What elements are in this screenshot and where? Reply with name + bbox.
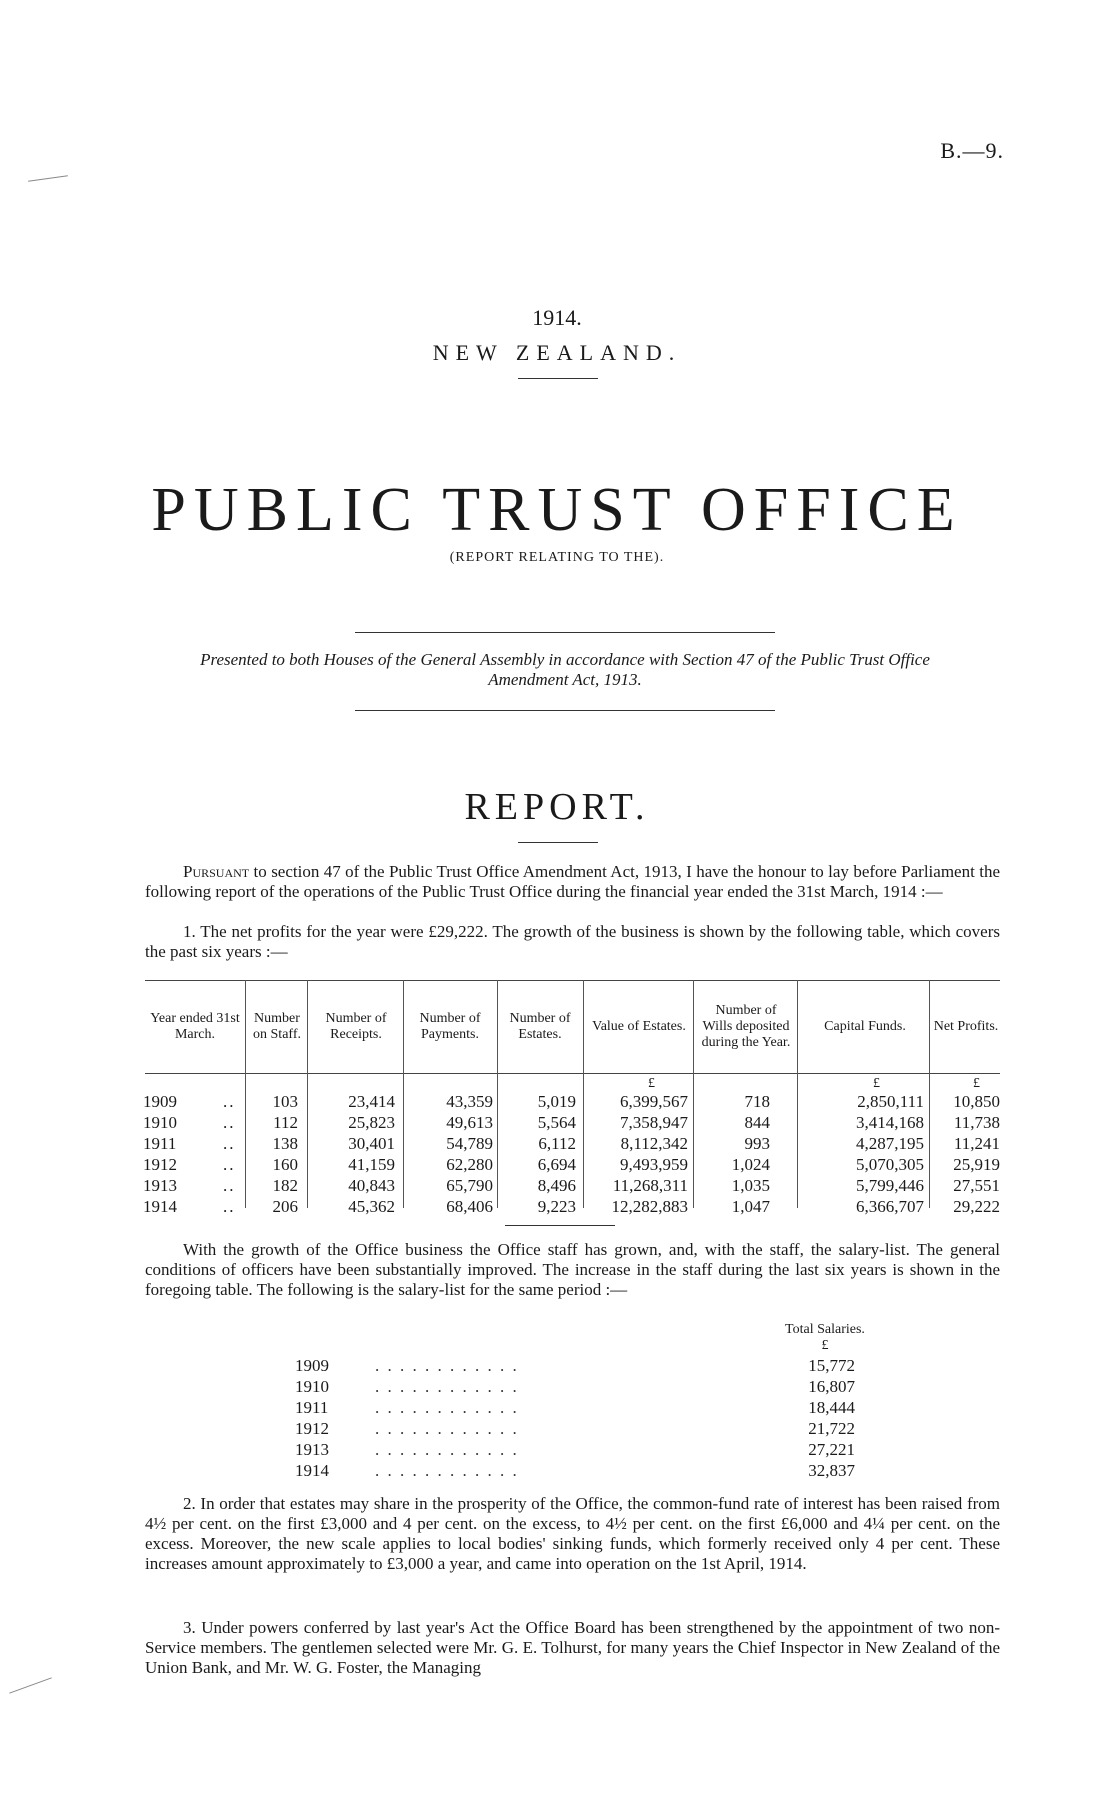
leader-dots: . . . . . . . . . . . . <box>375 1440 519 1459</box>
presentation-line-1: Presented to both Houses of the General Assembly in accordance with Section 47 of the Public Trust Office <box>200 650 930 669</box>
cell-payments: 65,790 <box>446 1176 493 1195</box>
divider <box>355 632 775 633</box>
leader-dots: . . . . . . . . . . . . <box>375 1419 519 1438</box>
salary-amount: 27,221 <box>808 1440 855 1459</box>
divider <box>518 378 598 379</box>
table-row <box>145 1113 1000 1134</box>
cell-payments: 49,613 <box>446 1113 493 1132</box>
net-profit-text: 1. The net profits for the year were £29,222. The growth of the business is shown by the following table, which covers the past six years :— <box>145 922 1000 961</box>
cell-year: 1909 <box>143 1092 177 1111</box>
unit-net-profits: £ <box>973 1076 980 1091</box>
presentation-line-2: Amendment Act, 1913. <box>488 670 642 689</box>
divider <box>518 842 598 843</box>
table-row <box>145 1134 1000 1155</box>
interest-text: 2. In order that estates may share in the prosperity of the Office, the common-fund rate of interest has been raised from 4½ per cent. on the first £3,000 and 4 per cent. on the excess, to 4½ per cent. on the first £6,000 and 4¼ per cent. on the excess. Moreover, the new scale applies to local bodies' sinking funds, which formerly received only 4 per cent. These increases amount approximately to £3,000 a year, and came into operation on the 1st April, 1914. <box>145 1494 1000 1573</box>
cell-capital-funds: 5,070,305 <box>856 1155 924 1174</box>
scan-mark <box>9 1677 52 1693</box>
salary-row <box>295 1419 855 1440</box>
salaries-unit: £ <box>821 1338 829 1353</box>
salary-year: 1914 <box>295 1461 329 1480</box>
salary-row <box>295 1440 855 1461</box>
cell-net-profits: 27,551 <box>953 1176 1000 1195</box>
cell-capital-funds: 4,287,195 <box>856 1134 924 1153</box>
salary-year: 1909 <box>295 1356 329 1375</box>
net-profit-paragraph <box>145 922 1000 962</box>
intro-text: to section 47 of the Public Trust Office Amendment Act, 1913, I have the honour to lay before Parliament the following report of the operations of the Public Trust Office during the financial year ended the 31st March, 1914 :— <box>145 862 1000 901</box>
cell-year: 1911 <box>143 1134 177 1153</box>
unit-capital-funds: £ <box>873 1076 880 1091</box>
cell-staff: 206 <box>272 1197 298 1216</box>
cell-payments: 43,359 <box>446 1092 493 1111</box>
unit-estate-value: £ <box>648 1076 655 1091</box>
cell-capital-funds: 3,414,168 <box>856 1113 924 1132</box>
staff-paragraph <box>145 1240 1000 1300</box>
cell-year: 1913 <box>143 1176 177 1195</box>
cell-net-profits: 29,222 <box>953 1197 1000 1216</box>
cell-staff: 112 <box>273 1113 298 1132</box>
salary-year: 1910 <box>295 1377 329 1396</box>
salary-amount: 21,722 <box>808 1419 855 1438</box>
salary-year: 1911 <box>295 1398 329 1417</box>
cell-estate-value: 6,399,567 <box>620 1092 688 1111</box>
leader-dots: .. <box>223 1092 236 1111</box>
cell-net-profits: 11,738 <box>953 1113 1000 1132</box>
cell-estate-value: 12,282,883 <box>611 1197 688 1216</box>
cell-estates: 5,564 <box>537 1113 576 1132</box>
salary-amount: 18,444 <box>808 1398 855 1417</box>
cell-net-profits: 25,919 <box>953 1155 1000 1174</box>
cell-receipts: 45,362 <box>348 1197 395 1216</box>
header-year: Year ended 31st March. <box>150 1010 240 1042</box>
cell-estate-value: 8,112,342 <box>620 1134 688 1153</box>
cell-estate-value: 9,493,959 <box>620 1155 688 1174</box>
cell-payments: 62,280 <box>446 1155 493 1174</box>
salary-row <box>295 1356 855 1377</box>
cell-estate-value: 7,358,947 <box>620 1113 688 1132</box>
header-estates: Number of Estates. <box>509 1010 571 1042</box>
salary-row <box>295 1377 855 1398</box>
header-estate-value: Value of Estates. <box>592 1018 686 1034</box>
cell-year: 1910 <box>143 1113 177 1132</box>
header-receipts: Number of Receipts. <box>325 1010 387 1042</box>
document-title: PUBLIC TRUST OFFICE <box>151 476 963 544</box>
intro-lead: Pursuant <box>183 862 250 881</box>
leader-dots: . . . . . . . . . . . . <box>375 1377 519 1396</box>
leader-dots: . . . . . . . . . . . . <box>375 1461 519 1480</box>
header-net-profits: Net Profits. <box>933 1018 999 1034</box>
cell-staff: 182 <box>272 1176 298 1195</box>
cell-estates: 8,496 <box>537 1176 576 1195</box>
cell-wills: 1,024 <box>731 1155 770 1174</box>
cell-estate-value: 11,268,311 <box>612 1176 688 1195</box>
header-payments: Number of Payments. <box>419 1010 481 1042</box>
cell-net-profits: 10,850 <box>953 1092 1000 1111</box>
cell-estates: 5,019 <box>537 1092 576 1111</box>
cell-payments: 54,789 <box>446 1134 493 1153</box>
cell-estates: 9,223 <box>537 1197 576 1216</box>
table-row <box>145 1197 1000 1218</box>
cell-wills: 718 <box>744 1092 770 1111</box>
cell-wills: 993 <box>744 1134 770 1153</box>
cell-wills: 844 <box>744 1113 770 1132</box>
cell-staff: 138 <box>272 1134 298 1153</box>
leader-dots: .. <box>223 1134 236 1153</box>
salaries-heading: Total Salaries. <box>785 1322 865 1337</box>
leader-dots: .. <box>223 1155 236 1174</box>
cell-receipts: 23,414 <box>348 1092 395 1111</box>
cell-wills: 1,035 <box>731 1176 770 1195</box>
cell-receipts: 41,159 <box>348 1155 395 1174</box>
cell-receipts: 30,401 <box>348 1134 395 1153</box>
cell-capital-funds: 2,850,111 <box>857 1092 924 1111</box>
cell-year: 1914 <box>143 1197 177 1216</box>
salary-row <box>295 1461 855 1482</box>
salary-row <box>295 1398 855 1419</box>
cell-net-profits: 11,241 <box>953 1134 1000 1153</box>
cell-receipts: 25,823 <box>348 1113 395 1132</box>
salary-amount: 32,837 <box>808 1461 855 1480</box>
salary-year: 1913 <box>295 1440 329 1459</box>
header-wills: Number of Wills deposited during the Year. <box>701 1002 791 1050</box>
salary-amount: 15,772 <box>808 1356 855 1375</box>
header-staff: Number on Staff. <box>253 1010 301 1042</box>
leader-dots: .. <box>223 1113 236 1132</box>
divider <box>505 1225 615 1226</box>
publication-year: 1914. <box>532 305 582 330</box>
cell-capital-funds: 5,799,446 <box>856 1176 924 1195</box>
table-row <box>145 1176 1000 1197</box>
header-capital-funds: Capital Funds. <box>824 1018 906 1034</box>
table-row <box>145 1092 1000 1113</box>
document-reference: B.—9. <box>940 138 1004 163</box>
report-heading: REPORT. <box>464 786 650 828</box>
presentation-note <box>130 650 1000 690</box>
country-heading: NEW ZEALAND. <box>432 340 682 365</box>
leader-dots: .. <box>223 1197 236 1216</box>
staff-text: With the growth of the Office business the Office staff has grown, and, with the staff, the salary-list. The general conditions of officers have been substantially improved. The increase in the staff during the last six years is shown in the foregoing table. The following is the salary-list for the same period :— <box>145 1240 1000 1299</box>
cell-capital-funds: 6,366,707 <box>856 1197 924 1216</box>
scan-mark <box>28 175 68 182</box>
intro-paragraph <box>145 862 1000 902</box>
table-rule <box>145 1073 1000 1074</box>
leader-dots: . . . . . . . . . . . . <box>375 1356 519 1375</box>
leader-dots: .. <box>223 1176 236 1195</box>
cell-staff: 103 <box>272 1092 298 1111</box>
salary-year: 1912 <box>295 1419 329 1438</box>
interest-paragraph <box>145 1494 1000 1574</box>
leader-dots: . . . . . . . . . . . . <box>375 1398 519 1417</box>
divider <box>355 710 775 711</box>
cell-payments: 68,406 <box>446 1197 493 1216</box>
document-subtitle: (REPORT RELATING TO THE). <box>449 550 665 565</box>
cell-receipts: 40,843 <box>348 1176 395 1195</box>
cell-estates: 6,694 <box>537 1155 576 1174</box>
table-row <box>145 1155 1000 1176</box>
cell-year: 1912 <box>143 1155 177 1174</box>
board-text: 3. Under powers conferred by last year's Act the Office Board has been strengthened by the appointment of two non-Service members. The gentlemen selected were Mr. G. E. Tolhurst, for many years the Chief Inspector in New Zealand of the Union Bank, and Mr. W. G. Foster, the Managing <box>145 1618 1000 1677</box>
cell-staff: 160 <box>272 1155 298 1174</box>
cell-wills: 1,047 <box>731 1197 770 1216</box>
board-paragraph <box>145 1618 1000 1678</box>
salary-amount: 16,807 <box>808 1377 855 1396</box>
cell-estates: 6,112 <box>538 1134 576 1153</box>
